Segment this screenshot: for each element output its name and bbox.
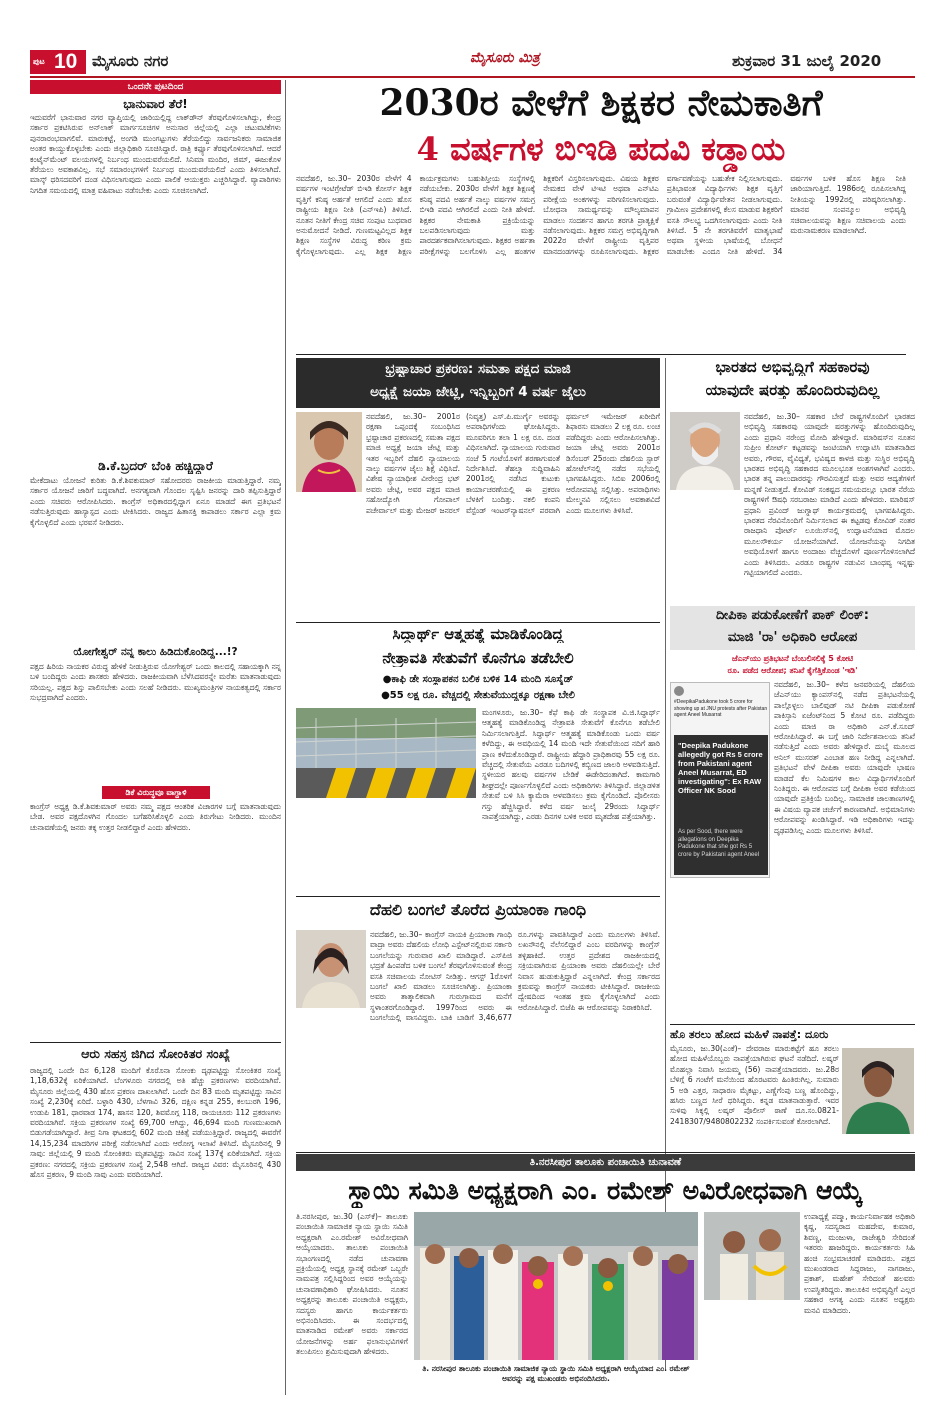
missing-story-body: ಮೈಸೂರು, ಜು.30(ಎಂಕೆ)– ದೇವರಾಜ ಮಾರುಕಟ್ಟೆಗೆ ಹೂ ತರಲು ಹೋದ ಮಹಿಳೆಯೊಬ್ಬರು ನಾಪತ್ತೆಯಾಗಿರುವ ಘಟನೆ ನಡೆದಿದೆ. ಲಷ್ಕರ್ ಮೊಹಲ್ಲಾ ನಿವಾಸಿ ಜಯಮ್ಮ (56) ನಾಪತ್ತೆಯಾದವರು. ಜು.28ರ ಬೆಳಿಗ್ಗೆ 6 ಗಂಟೆಗೆ ಮನೆಯಿಂದ ಹೊರಟವರು ಹಿಂತಿರುಗಿಲ್ಲ. ಸುಮಾರು 5 ಅಡಿ ಎತ್ತರ, ಸಾಧಾರಣ ಮೈಕಟ್ಟು, ಎಣ್ಣೆಗೆಂಪು ಬಣ್ಣ ಹೊಂದಿದ್ದು, ಹಸಿರು ಬಣ್ಣದ ಸೀರೆ ಧರಿಸಿದ್ದರು. ಕನ್ನಡ ಮಾತನಾಡುತ್ತಾರೆ. ಇವರ ಸುಳಿವು ಸಿಕ್ಕಲ್ಲಿ ಲಷ್ಕರ್ ಪೊಲೀಸ್ ಠಾಣೆ ದೂ.ಸಂ.0821-2418307/9480802232 ಸಂಪರ್ಕಿಸುವಂತೆ ಕೋರಲಾಗಿದೆ. (670, 1044, 839, 1126)
deepika-story-body: ನವದೆಹಲಿ, ಜು.30– ಕಳೆದ ಜನವರಿಯಲ್ಲಿ ದೆಹಲಿಯ ಜೆಎನ್‌ಯು ಕ್ಯಾಂಪಸ್‌ನಲ್ಲಿ ನಡೆದ ಪ್ರತಿಭಟನೆಯಲ್ಲಿ ಪಾಲ್ಗೊಳ್ಳಲು ಬಾಲಿವುಡ್ ನಟಿ ದೀಪಿಕಾ ಪಡುಕೋಣೆ ಪಾಕಿಸ್ತಾನಿ ಏಜೆಂಟ್‌ನಿಂದ 5 ಕೋಟಿ ರೂ. ಪಡೆದಿದ್ದರು ಎಂದು ಮಾಜಿ ರಾ ಅಧಿಕಾರಿ ಎನ್.ಕೆ.ಸೂದ್ ಆರೋಪಿಸಿದ್ದಾರೆ. ಈ ಬಗ್ಗೆ ಜಾರಿ ನಿರ್ದೇಶನಾಲಯ ತನಿಖೆ ನಡೆಸುತ್ತಿದೆ ಎಂದು ಅವರು ಹೇಳಿದ್ದಾರೆ. ದುಬೈ ಮೂಲದ ಅನಿಲ್ ಮುಸರತ್ ಎಂಬಾತ ಹಣ ನೀಡಿದ್ದ ಎನ್ನಲಾಗಿದೆ. ಪ್ರತಿಭಟನೆ ವೇಳೆ ದೀಪಿಕಾ ಅವರು ಯಾವುದೇ ಭಾಷಣ ಮಾಡದೆ ಕೆಲ ನಿಮಿಷಗಳ ಕಾಲ ವಿದ್ಯಾರ್ಥಿಗಳೊಂದಿಗೆ ನಿಂತಿದ್ದರು. ಈ ಆರೋಪದ ಬಗ್ಗೆ ದೀಪಿಕಾ ಅವರ ಕಡೆಯಿಂದ ಯಾವುದೇ ಪ್ರತಿಕ್ರಿಯೆ ಬಂದಿಲ್ಲ. ಸಾಮಾಜಿಕ ಜಾಲತಾಣಗಳಲ್ಲಿ ಈ ವಿಷಯ ವ್ಯಾಪಕ ಚರ್ಚೆಗೆ ಕಾರಣವಾಗಿದೆ. ಅಭಿಮಾನಿಗಳು ಆರೋಪವನ್ನು ಖಂಡಿಸಿದ್ದಾರೆ. ಇಡಿ ಅಧಿಕಾರಿಗಳು ಇದನ್ನು ದೃಢಪಡಿಸಿಲ್ಲ ಎಂದು ಮೂಲಗಳು ತಿಳಿಸಿವೆ. (774, 680, 915, 835)
modi-headline-1: ಭಾರತದ ಅಭಿವೃದ್ಧಿಗೆ ಸಹಕಾರವು (715, 358, 870, 376)
siddhartha-headline-2: ನೇತ್ರಾವತಿ ಸೇತುವೆಗೆ ಕೊನೆಗೂ ತಡೆಬೇಲಿ (382, 649, 574, 667)
bottom-headline: ಸ್ಥಾಯಿ ಸಮಿತಿ ಅಧ್ಯಕ್ಷರಾಗಿ ಎಂ. ರಮೇಶ್ ಅವಿರೋಧವಾಗಿ ಆಯ್ಕೆ (348, 1176, 863, 1205)
deepika-headline-2: ಮಾಜಿ 'ರಾ' ಅಧಿಕಾರಿ ಆರೋಪ (727, 630, 858, 645)
continued-strip (30, 80, 281, 94)
siddhartha-bullet-2: ●55 ಲಕ್ಷ ರೂ. ವೆಚ್ಚದಲ್ಲಿ ಸೇತುವೆಯುದ್ದಕ್ಕೂ ರಕ್ಷಣಾ ಬೇಲಿ (381, 690, 575, 701)
priyanka-top-rule (296, 896, 660, 897)
bottom-story-body-right: ಉಪಾಧ್ಯಕ್ಷೆ ಪದ್ಮಾ, ಕಾರ್ಯನಿರ್ವಾಹಕ ಅಧಿಕಾರಿ ಕೃಷ್ಣ, ಸದಸ್ಯರಾದ ಮಹದೇವ, ಕುಮಾರ, ಶಿವಣ್ಣ, ಮಂಜುಳಾ, ರಾಜೇಶ್ವರಿ ಸೇರಿದಂತೆ ಇತರರು ಹಾಜರಿದ್ದರು. ಕಾರ್ಯಕರ್ತರು ಸಿಹಿ ಹಂಚಿ ಸಂಭ್ರಮಾಚರಣೆ ಮಾಡಿದರು. ಪಕ್ಷದ ಮುಖಂಡರಾದ ಸಿದ್ದರಾಜು, ನಾಗರಾಜು, ಪ್ರಕಾಶ್, ಮಹೇಶ್ ಸೇರಿದಂತೆ ಹಲವರು ಉಪಸ್ಥಿತರಿದ್ದರು. ತಾಲೂಕಿನ ಅಭಿವೃದ್ಧಿಗೆ ಎಲ್ಲರ ಸಹಕಾರ ಅಗತ್ಯ ಎಂದು ನೂತನ ಅಧ್ಯಕ್ಷರು ಮನವಿ ಮಾಡಿದರು. (804, 1212, 915, 1315)
deepika-subhead-1: ಜೆಎನ್‌ಯು ಪ್ರತಿಭಟನೆ ಬೆಂಬಲಿಸಲಿಕ್ಕೆ 5 ಕೋಟಿ (731, 654, 854, 663)
left-divider (30, 1042, 281, 1043)
siddhartha-top-rule (296, 622, 660, 623)
tweet-screenshot (670, 682, 770, 878)
deepika-headline-box (670, 606, 915, 650)
lead-headline-2: 4 ವರ್ಷಗಳ ಬಿಇಡಿ ಪದವಿ ಕಡ್ಡಾಯ (416, 130, 786, 168)
priyanka-story-body: ನವದೆಹಲಿ, ಜು.30– ಕಾಂಗ್ರೆಸ್ ನಾಯಕಿ ಪ್ರಿಯಾಂಕಾ ಗಾಂಧಿ ವಾದ್ರಾ ಅವರು ದೆಹಲಿಯ ಲೋಧಿ ಎಸ್ಟೇಟ್‌ನಲ್ಲಿರುವ ಸರ್ಕಾರಿ ಬಂಗಲೆಯನ್ನು ಗುರುವಾರ ಖಾಲಿ ಮಾಡಿದ್ದಾರೆ. ಎಸ್‌ಪಿಜಿ ಭದ್ರತೆ ಹಿಂಪಡೆದ ಬಳಿಕ ಬಂಗಲೆ ತೆರವುಗೊಳಿಸುವಂತೆ ಕೇಂದ್ರ ವಸತಿ ಸಚಿವಾಲಯ ನೋಟಿಸ್ ನೀಡಿತ್ತು. ಆಗಸ್ಟ್ 1ರೊಳಗೆ ಬಂಗಲೆ ಖಾಲಿ ಮಾಡಲು ಸೂಚಿಸಲಾಗಿತ್ತು. ಪ್ರಿಯಾಂಕಾ ಅವರು ತಾತ್ಕಾಲಿಕವಾಗಿ ಗುರುಗ್ರಾಮದ ಮನೆಗೆ ಸ್ಥಳಾಂತರಗೊಂಡಿದ್ದಾರೆ. 1997ರಿಂದ ಅವರು ಈ ಬಂಗಲೆಯಲ್ಲಿ ವಾಸವಿದ್ದರು. ಬಾಕಿ ಬಾಡಿಗೆ 3,46,677 ರೂ.ಗಳನ್ನು ಪಾವತಿಸಿದ್ದಾರೆ ಎಂದು ಮೂಲಗಳು ತಿಳಿಸಿವೆ. ಲಖನೌನಲ್ಲಿ ನೆಲೆಸಲಿದ್ದಾರೆ ಎಂಬ ವರದಿಗಳನ್ನು ಕಾಂಗ್ರೆಸ್ ತಳ್ಳಿಹಾಕಿದೆ. ಉತ್ತರ ಪ್ರದೇಶದ ರಾಜಕೀಯದಲ್ಲಿ ಸಕ್ರಿಯವಾಗಿರುವ ಪ್ರಿಯಾಂಕಾ ಅವರು ದೆಹಲಿಯಲ್ಲೇ ಬೇರೆ ನಿವಾಸ ಹುಡುಕುತ್ತಿದ್ದಾರೆ ಎನ್ನಲಾಗಿದೆ. ಕೇಂದ್ರ ಸರ್ಕಾರದ ಕ್ರಮವನ್ನು ಕಾಂಗ್ರೆಸ್ ನಾಯಕರು ಟೀಕಿಸಿದ್ದಾರೆ. ರಾಜಕೀಯ ದ್ವೇಷದಿಂದ ಇಂತಹ ಕ್ರಮ ಕೈಗೊಳ್ಳಲಾಗಿದೆ ಎಂದು ಆರೋಪಿಸಿದ್ದಾರೆ. ಬಿಜೆಪಿ ಈ ಆರೋಪವನ್ನು ನಿರಾಕರಿಸಿದೆ. (370, 930, 660, 1023)
deepika-story (670, 606, 915, 1020)
jaya-headline-1: ಭ್ರಷ್ಟಾಚಾರ ಪ್ರಕರಣ: ಸಮತಾ ಪಕ್ಷದ ಮಾಜಿ (385, 361, 571, 377)
jaya-story-body: ನವದೆಹಲಿ, ಜು.30– 2001ರ ರಕ್ಷಣಾ ಒಪ್ಪಂದಕ್ಕೆ ಸಂಬಂಧಿಸಿದ ಭ್ರಷ್ಟಾಚಾರ ಪ್ರಕರಣದಲ್ಲಿ ಸಮತಾ ಪಕ್ಷದ ಮಾಜಿ ಅಧ್ಯಕ್ಷೆ ಜಯಾ ಜೇಟ್ಲಿ ಮತ್ತು ಇತರ ಇಬ್ಬರಿಗೆ ದೆಹಲಿ ನ್ಯಾಯಾಲಯ ನಾಲ್ಕು ವರ್ಷಗಳ ಜೈಲು ಶಿಕ್ಷೆ ವಿಧಿಸಿದೆ. ವಿಶೇಷ ನ್ಯಾಯಾಧೀಶ ವೀರೇಂದ್ರ ಭಟ್ ಅವರು ಜೇಟ್ಲಿ, ಅವರ ಪಕ್ಷದ ಮಾಜಿ ಸಹೋದ್ಯೋಗಿ ಗೋಪಾಲ್ ಪಚೇರ್ವಾಲ್ ಮತ್ತು ಮೇಜರ್ ಜನರಲ್ (ನಿವೃತ್ತ) ಎಸ್.ಪಿ.ಮುರ್ಗೈ ಅವರನ್ನು ಅಪರಾಧಿಗಳೆಂದು ಘೋಷಿಸಿದ್ದರು. ಮೂವರಿಗೂ ತಲಾ 1 ಲಕ್ಷ ರೂ. ದಂಡ ವಿಧಿಸಲಾಗಿದೆ. ನ್ಯಾಯಾಲಯ ಗುರುವಾರ ಸಂಜೆ 5 ಗಂಟೆಯೊಳಗೆ ಶರಣಾಗುವಂತೆ ನಿರ್ದೇಶಿಸಿದೆ. ತೆಹಲ್ಕಾ ಸುದ್ದಿವಾಹಿನಿ 2001ರಲ್ಲಿ ನಡೆಸಿದ ಕುಟುಕು ಕಾರ್ಯಾಚರಣೆಯಲ್ಲಿ ಈ ಪ್ರಕರಣ ಬೆಳಕಿಗೆ ಬಂದಿತ್ತು. ನಕಲಿ ಕಂಪನಿ ವೆಸ್ಟೆಂಡ್ ಇಂಟರ್‌ನ್ಯಾಷನಲ್ ಪರವಾಗಿ ಥರ್ಮಲ್ ಇಮೇಜರ್ ಖರೀದಿಗೆ ಶಿಫಾರಸು ಮಾಡಲು 2 ಲಕ್ಷ ರೂ. ಲಂಚ ಪಡೆದಿದ್ದರು ಎಂದು ಆರೋಪಿಸಲಾಗಿತ್ತು. ಜಯಾ ಜೇಟ್ಲಿ ಅವರು 2001ರ ಡಿಸೆಂಬರ್ 25ರಂದು ದೆಹಲಿಯ ಸ್ಟಾರ್ ಹೋಟೆಲ್‌ನಲ್ಲಿ ನಡೆದ ಸಭೆಯಲ್ಲಿ ಭಾಗವಹಿಸಿದ್ದರು. ಸಿಬಿಐ 2006ರಲ್ಲಿ ಆರೋಪಪಟ್ಟಿ ಸಲ್ಲಿಸಿತ್ತು. ಅಪರಾಧಿಗಳು ಮೇಲ್ಮನವಿ ಸಲ್ಲಿಸಲು ಅವಕಾಶವಿದೆ ಎಂದು ಮೂಲಗಳು ತಿಳಿಸಿವೆ. (366, 412, 660, 515)
yogeshwar-story-title: ಯೋಗೇಶ್ವರ್ ನನ್ನ ಕಾಲು ಹಿಡಿದುಕೊಂಡಿದ್ದ...!? (73, 646, 238, 658)
deepika-subhead-2: ರೂ. ಪಡೆದ ಆರೋಪ; ತನಿಖೆ ಕೈಗೆತ್ತಿಕೊಂಡ 'ಇಡಿ' (727, 666, 858, 675)
tweet-image-quote: "Deepika Padukone allegedly got Rs 5 crore from Pakistani agent Aneel Musarrat, ED investigating": Ex RAW Officer NK Sood (678, 741, 763, 795)
page-label: ಪುಟ (33, 57, 45, 66)
modi-story-body: ನವದೆಹಲಿ, ಜು.30– ಸಹಕಾರ ಬೇರೆ ರಾಷ್ಟ್ರಗಳೊಂದಿಗೆ ಭಾರತದ ಅಭಿವೃದ್ಧಿ ಸಹಕಾರವು ಯಾವುದೇ ಷರತ್ತುಗಳನ್ನು ಹೊಂದಿರುವುದಿಲ್ಲ ಎಂದು ಪ್ರಧಾನಿ ನರೇಂದ್ರ ಮೋದಿ ಹೇಳಿದ್ದಾರೆ. ಮಾರಿಷಸ್‌ನ ನೂತನ ಸುಪ್ರೀಂ ಕೋರ್ಟ್ ಕಟ್ಟಡವನ್ನು ಜಂಟಿಯಾಗಿ ಉದ್ಘಾಟಿಸಿ ಮಾತನಾಡಿದ ಅವರು, ಗೌರವ, ವೈವಿಧ್ಯತೆ, ಭವಿಷ್ಯದ ಕಾಳಜಿ ಮತ್ತು ಸುಸ್ಥಿರ ಅಭಿವೃದ್ಧಿ ಭಾರತದ ಅಭಿವೃದ್ಧಿ ಸಹಕಾರದ ಮೂಲಭೂತ ಅಂಶಗಳಾಗಿವೆ ಎಂದರು. ಭಾರತ ತನ್ನ ಪಾಲುದಾರರನ್ನು ಗೌರವಿಸುತ್ತದೆ ಮತ್ತು ಅವರ ಆದ್ಯತೆಗಳಿಗೆ ಮನ್ನಣೆ ನೀಡುತ್ತದೆ. ಕೋವಿಡ್ ಸಂಕಷ್ಟದ ಸಮಯದಲ್ಲೂ ಭಾರತ ನೆರೆಯ ರಾಷ್ಟ್ರಗಳಿಗೆ ಔಷಧಿ ಸರಬರಾಜು ಮಾಡಿದೆ ಎಂದು ಹೇಳಿದರು. ಮಾರಿಷಸ್ ಪ್ರಧಾನಿ ಪ್ರವಿಂದ್ ಜುಗ್ನಾಥ್ ಕಾರ್ಯಕ್ರಮದಲ್ಲಿ ಭಾಗವಹಿಸಿದ್ದರು. ಭಾರತದ ನೆರವಿನೊಂದಿಗೆ ನಿರ್ಮಿಸಲಾದ ಈ ಕಟ್ಟಡವು ಕೋವಿಡ್ ನಂತರ ರಾಜಧಾನಿ ಪೋರ್ಟ್ ಲೂಯಿಸ್‌ನಲ್ಲಿ ಉದ್ಘಾಟನೆಯಾದ ಮೊದಲ ಮೂಲಸೌಕರ್ಯ ಯೋಜನೆಯಾಗಿದೆ. ಯೋಜನೆಯನ್ನು ನಿಗದಿತ ಅವಧಿಯೊಳಗೆ ಹಾಗೂ ಅಂದಾಜು ವೆಚ್ಚದೊಳಗೆ ಪೂರ್ಣಗೊಳಿಸಲಾಗಿದೆ ಎಂದು ತಿಳಿಸಿದರು. ಎರಡೂ ರಾಷ್ಟ್ರಗಳ ನಡುವಿನ ಬಾಂಧವ್ಯ ಇನ್ನಷ್ಟು ಗಟ್ಟಿಯಾಗಲಿದೆ ಎಂದರು. (744, 412, 915, 578)
missing-woman-photo (842, 1048, 914, 1134)
paper-logo: ಮೈಸೂರು ಮಿತ್ರ (470, 50, 540, 66)
yogeshwar-story-body-2: ಕಾಂಗ್ರೆಸ್ ಅಧ್ಯಕ್ಷ ಡಿ.ಕೆ.ಶಿವಕುಮಾರ್ ಅವರು ನಮ್ಮ ಪಕ್ಷದ ಆಂತರಿಕ ವಿಚಾರಗಳ ಬಗ್ಗೆ ಮಾತನಾಡುವುದು ಬೇಡ. ಅವರ ಪಕ್ಷದೊಳಗಿನ ಗೊಂದಲ ಬಗೆಹರಿಸಿಕೊಳ್ಳಲಿ ಎಂದು ತಿರುಗೇಟು ನೀಡಿದರು. ಮುಂದಿನ ಚುನಾವಣೆಯಲ್ಲಿ ಜನರು ತಕ್ಕ ಉತ್ತರ ನೀಡಲಿದ್ದಾರೆ ಎಂದು ಹೇಳಿದರು. (30, 802, 281, 832)
yogeshwar-subhead-label: ಡಿಕೆ ವಿರುದ್ಧವೂ ವಾಗ್ದಾಳಿ (125, 788, 187, 797)
bridge-fence-photo (296, 708, 476, 798)
missing-headline: ಹೊ ತರಲು ಹೋದ ಮಹಿಳೆ ನಾಪತ್ತೆ: ದೂರು (670, 1028, 829, 1041)
lead-headline-1: 2030ರ ವೇಳೆಗೆ ಶಿಕ್ಷಕರ ನೇಮಕಾತಿಗೆ (379, 82, 823, 124)
missing-story (670, 1028, 915, 1148)
bottom-kicker: ತಿ.ನರಸೀಪುರ ತಾಲೂಕು ಪಂಚಾಯಿತಿ ಚುನಾವಣೆ (529, 1157, 682, 1168)
tweet-avatar (674, 686, 684, 696)
tweet-image (674, 735, 768, 875)
tweet-image-footnote: As per Sood, there were allegations on Deepika Padukone that she got Rs 5 crore by Pakistani agent Aneel (678, 829, 760, 858)
jaya-headline-2: ಅಧ್ಯಕ್ಷೆ ಜಯಾ ಜೇಟ್ಲಿ, ಇನ್ನಿಬ್ಬರಿಗೆ 4 ವರ್ಷ ಜೈಲು (370, 384, 586, 400)
issue-date: ಶುಕ್ರವಾರ 31 ಜುಲೈ 2020 (732, 52, 882, 70)
siddhartha-bullet-1: ●ಕಾಫಿ ಡೇ ಸಂಸ್ಥಾಪಕನ ಬಲಿಕ ಬಳಿಕ 14 ಮಂದಿ ಸೂಸೈಡ್ (382, 674, 574, 685)
missing-rule (670, 1024, 915, 1025)
bottom-story (296, 1154, 915, 1396)
yogeshwar-story-body: ಪಕ್ಷದ ಹಿರಿಯ ನಾಯಕರ ವಿರುದ್ಧ ಹೇಳಿಕೆ ನೀಡುತ್ತಿರುವ ಯೋಗೇಶ್ವರ್ ಒಂದು ಕಾಲದಲ್ಲಿ ಸಹಾಯಕ್ಕಾಗಿ ನನ್ನ ಬಳಿ ಬಂದಿದ್ದರು ಎಂದು ಶಾಸಕರು ಹೇಳಿದರು. ರಾಜಕೀಯವಾಗಿ ಬೆಳೆಸಿದವರನ್ನೇ ಮರೆತು ಮಾತನಾಡುವುದು ಸರಿಯಲ್ಲ. ಪಕ್ಷದ ಶಿಸ್ತು ಪಾಲಿಸಬೇಕು ಎಂದು ಸಲಹೆ ನೀಡಿದರು. ಮುಖ್ಯಮಂತ್ರಿಗಳ ನಾಯಕತ್ವದಲ್ಲಿ ಸರ್ಕಾರ ಸುಭದ್ರವಾಗಿದೆ ಎಂದರು. (30, 662, 281, 703)
covid-story-body: ರಾಜ್ಯದಲ್ಲಿ ಒಂದೇ ದಿನ 6,128 ಮಂದಿಗೆ ಕೊರೊನಾ ಸೋಂಕು ದೃಢಪಟ್ಟಿದ್ದು ಸೋಂಕಿತರ ಸಂಖ್ಯೆ 1,18,632ಕ್ಕೆ ಏರಿಕೆಯಾಗಿದೆ. ಬೆಂಗಳೂರು ನಗರದಲ್ಲಿ ಅತಿ ಹೆಚ್ಚು ಪ್ರಕರಣಗಳು ವರದಿಯಾಗಿವೆ. ಮೈಸೂರು ಜಿಲ್ಲೆಯಲ್ಲಿ 430 ಹೊಸ ಪ್ರಕರಣ ದಾಖಲಾಗಿವೆ. ಒಂದೇ ದಿನ 83 ಮಂದಿ ಮೃತಪಟ್ಟಿದ್ದು ಸಾವಿನ ಸಂಖ್ಯೆ 2,230ಕ್ಕೆ ಏರಿದೆ. ಬಳ್ಳಾರಿ 430, ಬೆಳಗಾವಿ 326, ದಕ್ಷಿಣ ಕನ್ನಡ 255, ಕಲಬುರಗಿ 196, ಉಡುಪಿ 181, ಧಾರವಾಡ 174, ಹಾಸನ 120, ಶಿವಮೊಗ್ಗ 118, ರಾಯಚೂರು 112 ಪ್ರಕರಣಗಳು ವರದಿಯಾಗಿವೆ. ಸಕ್ರಿಯ ಪ್ರಕರಣಗಳ ಸಂಖ್ಯೆ 69,700 ಆಗಿದ್ದು, 46,694 ಮಂದಿ ಗುಣಮುಖರಾಗಿ ಬಿಡುಗಡೆಯಾಗಿದ್ದಾರೆ. ತೀವ್ರ ನಿಗಾ ಘಟಕದಲ್ಲಿ 602 ಮಂದಿ ಚಿಕಿತ್ಸೆ ಪಡೆಯುತ್ತಿದ್ದಾರೆ. ರಾಜ್ಯದಲ್ಲಿ ಈವರೆಗೆ 14,15,234 ಮಾದರಿಗಳ ಪರೀಕ್ಷೆ ನಡೆಸಲಾಗಿದೆ ಎಂದು ಆರೋಗ್ಯ ಇಲಾಖೆ ತಿಳಿಸಿದೆ. ಮೈಸೂರಿನಲ್ಲಿ 9 ಸಾವು: ಜಿಲ್ಲೆಯಲ್ಲಿ 9 ಮಂದಿ ಸೋಂಕಿತರು ಮೃತಪಟ್ಟಿದ್ದು ಸಾವಿನ ಸಂಖ್ಯೆ 137ಕ್ಕೆ ಏರಿಕೆಯಾಗಿದೆ. ಸಕ್ರಿಯ ಪ್ರಕರಣ: ನಗರದಲ್ಲಿ ಸಕ್ರಿಯ ಪ್ರಕರಣಗಳ ಸಂಖ್ಯೆ 2,548 ಆಗಿದೆ. ರಾಜ್ಯದ ವಿವರ: ಮೈಸೂರಿನಲ್ಲಿ 430 ಹೊಸ ಪ್ರಕರಣ, 9 ಮಂದಿ ಸಾವು ಎಂದು ವರದಿಯಾಗಿದೆ. (30, 1066, 281, 1180)
ramesh-photo (704, 1212, 800, 1300)
bottom-rule (296, 1152, 915, 1153)
jaya-story (296, 358, 660, 618)
dk-story-title: ಡಿ.ಕೆ.ಬ್ರದರ್ ಬೆಂಕಿ ಹಚ್ಚಿದ್ದಾರೆ (98, 459, 213, 473)
siddhartha-story-body: ಮಂಗಳೂರು, ಜು.30– ಕೆಫೆ ಕಾಫಿ ಡೇ ಸಂಸ್ಥಾಪಕ ವಿ.ಜಿ.ಸಿದ್ಧಾರ್ಥ್ ಆತ್ಮಹತ್ಯೆ ಮಾಡಿಕೊಂಡಿದ್ದ ನೇತ್ರಾವತಿ ಸೇತುವೆಗೆ ಕೊನೆಗೂ ತಡೆಬೇಲಿ ನಿರ್ಮಿಸಲಾಗುತ್ತಿದೆ. ಸಿದ್ಧಾರ್ಥ್ ಆತ್ಮಹತ್ಯೆ ಮಾಡಿಕೊಂಡು ಒಂದು ವರ್ಷ ಕಳೆದಿದ್ದು, ಈ ಅವಧಿಯಲ್ಲಿ 14 ಮಂದಿ ಇದೇ ಸೇತುವೆಯಿಂದ ನದಿಗೆ ಹಾರಿ ಪ್ರಾಣ ಕಳೆದುಕೊಂಡಿದ್ದಾರೆ. ರಾಷ್ಟ್ರೀಯ ಹೆದ್ದಾರಿ ಪ್ರಾಧಿಕಾರವು 55 ಲಕ್ಷ ರೂ. ವೆಚ್ಚದಲ್ಲಿ ಸೇತುವೆಯ ಎರಡೂ ಬದಿಗಳಲ್ಲಿ ಕಬ್ಬಿಣದ ಜಾಲರಿ ಅಳವಡಿಸುತ್ತಿದೆ. ಸ್ಥಳೀಯರ ಹಲವು ವರ್ಷಗಳ ಬೇಡಿಕೆ ಈಡೇರಿದಂತಾಗಿದೆ. ಕಾಮಗಾರಿ ಶೀಘ್ರದಲ್ಲೇ ಪೂರ್ಣಗೊಳ್ಳಲಿದೆ ಎಂದು ಅಧಿಕಾರಿಗಳು ತಿಳಿಸಿದ್ದಾರೆ. ಜಿಲ್ಲಾಡಳಿತ ಸೇತುವೆ ಬಳಿ ಸಿಸಿ ಕ್ಯಾಮೆರಾ ಅಳವಡಿಸಲು ಕ್ರಮ ಕೈಗೊಂಡಿದೆ. ಪೊಲೀಸರು ಗಸ್ತು ಹೆಚ್ಚಿಸಿದ್ದಾರೆ. ಕಳೆದ ವರ್ಷ ಜುಲೈ 29ರಂದು ಸಿದ್ಧಾರ್ಥ್ ನಾಪತ್ತೆಯಾಗಿದ್ದು, ಎರಡು ದಿನಗಳ ಬಳಿಕ ಅವರ ಮೃತದೇಹ ಪತ್ತೆಯಾಗಿತ್ತು. (482, 708, 660, 822)
dk-story-body: ಮೇಕೆದಾಟು ಯೋಜನೆ ಕುರಿತು ಡಿ.ಕೆ.ಶಿವಕುಮಾರ್ ಸಹೋದರರು ರಾಜಕೀಯ ಮಾಡುತ್ತಿದ್ದಾರೆ. ನಮ್ಮ ಸರ್ಕಾರ ಯೋಜನೆ ಜಾರಿಗೆ ಬದ್ಧವಾಗಿದೆ. ಅನಗತ್ಯವಾಗಿ ಗೊಂದಲ ಸೃಷ್ಟಿಸಿ ಜನರನ್ನು ದಾರಿ ತಪ್ಪಿಸುತ್ತಿದ್ದಾರೆ ಎಂದು ಸಚಿವರು ಆರೋಪಿಸಿದರು. ಕಾಂಗ್ರೆಸ್ ಅಧಿಕಾರದಲ್ಲಿದ್ದಾಗ ಏನೂ ಮಾಡದೆ ಈಗ ಪ್ರತಿಭಟನೆ ನಡೆಸುತ್ತಿರುವುದು ಹಾಸ್ಯಾಸ್ಪದ ಎಂದು ಟೀಕಿಸಿದರು. ರಾಜ್ಯದ ಹಿತಾಸಕ್ತಿ ಕಾಪಾಡಲು ಸರ್ಕಾರ ಎಲ್ಲಾ ಕ್ರಮ ಕೈಗೊಳ್ಳಲಿದೆ ಎಂದು ಭರವಸೆ ನೀಡಿದರು. (30, 476, 281, 527)
continued-label: ಒಂದನೇ ಪುಟದಿಂದ (127, 82, 184, 92)
jaya-jaitley-photo (296, 412, 362, 492)
covid-story-title: ಆರು ಸಹಸ್ರ ಜಿಗಿದ ಸೋಂಕಿತರ ಸಂಖ್ಯೆ (81, 1046, 230, 1061)
sunday-story-title: ಭಾನುವಾರ ತೆರೆ! (123, 97, 188, 111)
lead-story-body: ನವದೆಹಲಿ, ಜು.30– 2030ರ ವೇಳೆಗೆ 4 ವರ್ಷಗಳ ಇಂಟಿಗ್ರೇಟೆಡ್ ಬಿಇಡಿ ಕೋರ್ಸ್ ಶಿಕ್ಷಕ ವೃತ್ತಿಗೆ ಕನಿಷ್ಠ ಅರ್ಹತೆ ಆಗಲಿದೆ ಎಂದು ಹೊಸ ರಾಷ್ಟ್ರೀಯ ಶಿಕ್ಷಣ ನೀತಿ (ಎನ್‌ಇಪಿ) ತಿಳಿಸಿದೆ. ನೂತನ ನೀತಿಗೆ ಕೇಂದ್ರ ಸಚಿವ ಸಂಪುಟ ಬುಧವಾರ ಅನುಮೋದನೆ ನೀಡಿದೆ. ಗುಣಮಟ್ಟವಿಲ್ಲದ ಶಿಕ್ಷಕ ಶಿಕ್ಷಣ ಸಂಸ್ಥೆಗಳ ವಿರುದ್ಧ ಕಠಿಣ ಕ್ರಮ ಕೈಗೊಳ್ಳಲಾಗುವುದು. ಎಲ್ಲ ಶಿಕ್ಷಕ ಶಿಕ್ಷಣ ಕಾರ್ಯಕ್ರಮಗಳು ಬಹುಶಿಸ್ತೀಯ ಸಂಸ್ಥೆಗಳಲ್ಲಿ ನಡೆಯಬೇಕು. 2030ರ ವೇಳೆಗೆ ಶಿಕ್ಷಕ ಶಿಕ್ಷಣಕ್ಕೆ ಕನಿಷ್ಠ ಪದವಿ ಅರ್ಹತೆ ನಾಲ್ಕು ವರ್ಷಗಳ ಸಮಗ್ರ ಬಿಇಡಿ ಪದವಿ ಆಗಿರಲಿದೆ ಎಂದು ನೀತಿ ಹೇಳಿದೆ. ಶಿಕ್ಷಕರ ನೇಮಕಾತಿ ಪ್ರಕ್ರಿಯೆಯನ್ನು ಬಲಪಡಿಸಲಾಗುವುದು ಮತ್ತು ಪಾರದರ್ಶಕವಾಗಿಸಲಾಗುವುದು. ಶಿಕ್ಷಕರ ಅರ್ಹತಾ ಪರೀಕ್ಷೆಗಳನ್ನು ಬಲಗೊಳಿಸಿ ಎಲ್ಲ ಹಂತಗಳ ಶಿಕ್ಷಕರಿಗೆ ವಿಸ್ತರಿಸಲಾಗುವುದು. ವಿಷಯ ಶಿಕ್ಷಕರ ನೇಮಕದ ವೇಳೆ ಟಿಇಟಿ ಅಥವಾ ಎನ್‌ಟಿಎ ಪರೀಕ್ಷೆಯ ಅಂಕಗಳನ್ನು ಪರಿಗಣಿಸಲಾಗುವುದು. ಬೋಧನಾ ಸಾಮರ್ಥ್ಯವನ್ನು ಮೌಲ್ಯಮಾಪನ ಮಾಡಲು ಸಂದರ್ಶನ ಹಾಗೂ ತರಗತಿ ಪ್ರಾತ್ಯಕ್ಷಿಕೆ ನಡೆಸಲಾಗುವುದು. ಶಿಕ್ಷಕರ ಸಮಗ್ರ ಅಭಿವೃದ್ಧಿಗಾಗಿ 2022ರ ವೇಳೆಗೆ ರಾಷ್ಟ್ರೀಯ ವೃತ್ತಿಪರ ಮಾನದಂಡಗಳನ್ನು ರೂಪಿಸಲಾಗುವುದು. ಶಿಕ್ಷಕರ ವರ್ಗಾವಣೆಯನ್ನು ಬಹುತೇಕ ನಿಲ್ಲಿಸಲಾಗುವುದು. ಪ್ರತಿಭಾವಂತ ವಿದ್ಯಾರ್ಥಿಗಳು ಶಿಕ್ಷಕ ವೃತ್ತಿಗೆ ಬರುವಂತೆ ವಿದ್ಯಾರ್ಥಿವೇತನ ನೀಡಲಾಗುವುದು. ಗ್ರಾಮೀಣ ಪ್ರದೇಶಗಳಲ್ಲಿ ಕೆಲಸ ಮಾಡುವ ಶಿಕ್ಷಕರಿಗೆ ವಸತಿ ಸೌಲಭ್ಯ ಒದಗಿಸಲಾಗುವುದು ಎಂದು ನೀತಿ ತಿಳಿಸಿದೆ. 5 ನೇ ತರಗತಿವರೆಗೆ ಮಾತೃಭಾಷೆ ಅಥವಾ ಸ್ಥಳೀಯ ಭಾಷೆಯಲ್ಲಿ ಬೋಧನೆ ಮಾಡಬೇಕು ಎಂದೂ ನೀತಿ ಹೇಳಿದೆ. 34 ವರ್ಷಗಳ ಬಳಿಕ ಹೊಸ ಶಿಕ್ಷಣ ನೀತಿ ಜಾರಿಯಾಗುತ್ತಿದೆ. 1986ರಲ್ಲಿ ರೂಪಿಸಲಾಗಿದ್ದ ನೀತಿಯನ್ನು 1992ರಲ್ಲಿ ಪರಿಷ್ಕರಿಸಲಾಗಿತ್ತು. ಮಾನವ ಸಂಪನ್ಮೂಲ ಅಭಿವೃದ್ಧಿ ಸಚಿವಾಲಯವನ್ನು ಶಿಕ್ಷಣ ಸಚಿವಾಲಯ ಎಂದು ಮರುನಾಮಕರಣ ಮಾಡಲಾಗಿದೆ. (296, 174, 906, 256)
column-rule-left (285, 80, 286, 1395)
jaya-headline-box (296, 358, 660, 408)
yogeshwar-subhead (102, 786, 210, 799)
page-number-badge (30, 50, 86, 74)
siddhartha-headline-1: ಸಿದ್ಧಾರ್ಥ್ ಆತ್ಮಹತ್ಯೆ ಮಾಡಿಕೊಂಡಿದ್ದ (392, 625, 564, 643)
group-photo (414, 1212, 698, 1360)
priyanka-story (296, 896, 660, 1148)
modi-story (670, 358, 915, 604)
section-title: ಮೈಸೂರು ನಗರ (92, 52, 169, 70)
left-column (30, 80, 281, 1395)
modi-headline-2: ಯಾವುದೇ ಷರತ್ತು ಹೊಂದಿರುವುದಿಲ್ಲ (705, 381, 880, 399)
masthead (30, 48, 915, 74)
tweet-text: #DeepikaPadukone took 5 crore for showing up at JNU protests after Pakistan agent Aneel Musarrat (674, 699, 768, 718)
group-photo-caption: ತಿ. ನರಸೀಪುರ ತಾಲೂಕು ಪಂಚಾಯಿತಿ ಸಾಮಾಜಿಕ ನ್ಯಾಯ ಸ್ಥಾಯಿ ಸಮಿತಿ ಅಧ್ಯಕ್ಷರಾಗಿ ಆಯ್ಕೆಯಾದ ಎಂ. ರಮೇಶ್ ಅವರನ್ನು ಪಕ್ಷ ಮುಖಂಡರು ಅಭಿನಂದಿಸಿದರು. (422, 1364, 690, 1383)
page-number: 10 (54, 50, 78, 73)
siddhartha-story (296, 622, 660, 892)
lead-rule (296, 354, 906, 355)
priyanka-gandhi-photo (296, 930, 366, 1008)
bottom-story-body-left: ತಿ.ನರಸೀಪುರ, ಜು.30 (ಎಸ್‌ಕೆ)– ತಾಲೂಕು ಪಂಚಾಯಿತಿ ಸಾಮಾಜಿಕ ನ್ಯಾಯ ಸ್ಥಾಯಿ ಸಮಿತಿ ಅಧ್ಯಕ್ಷರಾಗಿ ಎಂ.ರಮೇಶ್ ಅವಿರೋಧವಾಗಿ ಆಯ್ಕೆಯಾದರು. ತಾಲೂಕು ಪಂಚಾಯಿತಿ ಸಭಾಂಗಣದಲ್ಲಿ ನಡೆದ ಚುನಾವಣಾ ಪ್ರಕ್ರಿಯೆಯಲ್ಲಿ ಅಧ್ಯಕ್ಷ ಸ್ಥಾನಕ್ಕೆ ರಮೇಶ್ ಒಬ್ಬರೇ ನಾಮಪತ್ರ ಸಲ್ಲಿಸಿದ್ದರಿಂದ ಅವರ ಆಯ್ಕೆಯನ್ನು ಚುನಾವಣಾಧಿಕಾರಿ ಘೋಷಿಸಿದರು. ನೂತನ ಅಧ್ಯಕ್ಷರನ್ನು ತಾಲೂಕು ಪಂಚಾಯಿತಿ ಅಧ್ಯಕ್ಷರು, ಸದಸ್ಯರು ಹಾಗೂ ಕಾರ್ಯಕರ್ತರು ಅಭಿನಂದಿಸಿದರು. ಈ ಸಂದರ್ಭದಲ್ಲಿ ಮಾತನಾಡಿದ ರಮೇಶ್ ಅವರು ಸರ್ಕಾರದ ಯೋಜನೆಗಳನ್ನು ಅರ್ಹ ಫಲಾನುಭವಿಗಳಿಗೆ ತಲುಪಿಸಲು ಶ್ರಮಿಸುವುದಾಗಿ ಹೇಳಿದರು. (296, 1212, 408, 1357)
bottom-kicker-bar (296, 1154, 915, 1171)
priyanka-headline: ದೆಹಲಿ ಬಂಗಲೆ ತೊರೆದ ಪ್ರಿಯಾಂಕಾ ಗಾಂಧಿ (369, 900, 587, 919)
deepika-headline-1: ದೀಪಿಕಾ ಪಡುಕೋಣೆಗೆ ಪಾಕ್ ಲಿಂಕ್: (716, 608, 869, 623)
masthead-rule (30, 76, 915, 78)
modi-photo (670, 412, 740, 490)
sunday-story-body: ಇದುವರೆಗೆ ಭಾನುವಾರ ನಗರ ವ್ಯಾಪ್ತಿಯಲ್ಲಿ ಜಾರಿಯಲ್ಲಿದ್ದ ಲಾಕ್‌ಡೌನ್ ತೆರವುಗೊಳಿಸಲಾಗಿದ್ದು, ಕೇಂದ್ರ ಸರ್ಕಾರ ಪ್ರಕಟಿಸಿರುವ ಅನ್‌ಲಾಕ್ ಮಾರ್ಗಸೂಚಿಗಳ ಅನುಸಾರ ಜಿಲ್ಲೆಯಲ್ಲಿ ಎಲ್ಲಾ ಚಟುವಟಿಕೆಗಳು ಪುನರಾರಂಭವಾಗಲಿವೆ. ಮಾರುಕಟ್ಟೆ, ಅಂಗಡಿ ಮುಂಗಟ್ಟುಗಳು ತೆರೆಯಲಿದ್ದು ಸಾರ್ವಜನಿಕರು ಸಾಮಾಜಿಕ ಅಂತರ ಕಾಯ್ದುಕೊಳ್ಳಬೇಕು ಎಂದು ಜಿಲ್ಲಾಧಿಕಾರಿ ಸೂಚಿಸಿದ್ದಾರೆ. ರಾತ್ರಿ ಕರ್ಫ್ಯೂ ತೆರವುಗೊಳಿಸಲಾಗಿದೆ. ಆದರೆ ಕಂಟೈನ್‌ಮೆಂಟ್ ವಲಯಗಳಲ್ಲಿ ನಿರ್ಬಂಧ ಮುಂದುವರೆಯಲಿದೆ. ಸಿನಿಮಾ ಮಂದಿರ, ಜಿಮ್, ಈಜುಕೊಳ ತೆರೆಯಲು ಅವಕಾಶವಿಲ್ಲ. ಸಭೆ ಸಮಾರಂಭಗಳಿಗೆ ನಿರ್ಬಂಧ ಮುಂದುವರೆಯಲಿದೆ ಎಂದು ತಿಳಿಸಲಾಗಿದೆ. ಮಾಸ್ಕ್ ಧರಿಸದವರಿಗೆ ದಂಡ ವಿಧಿಸಲಾಗುವುದು ಎಂದು ಪಾಲಿಕೆ ಆಯುಕ್ತರು ಎಚ್ಚರಿಸಿದ್ದಾರೆ. ವ್ಯಾಪಾರಿಗಳು ನಿಗದಿತ ಸಮಯದಲ್ಲಿ ಮಾತ್ರ ವಹಿವಾಟು ನಡೆಸಬೇಕು ಎಂದು ಸೂಚಿಸಲಾಗಿದೆ. (30, 113, 281, 195)
